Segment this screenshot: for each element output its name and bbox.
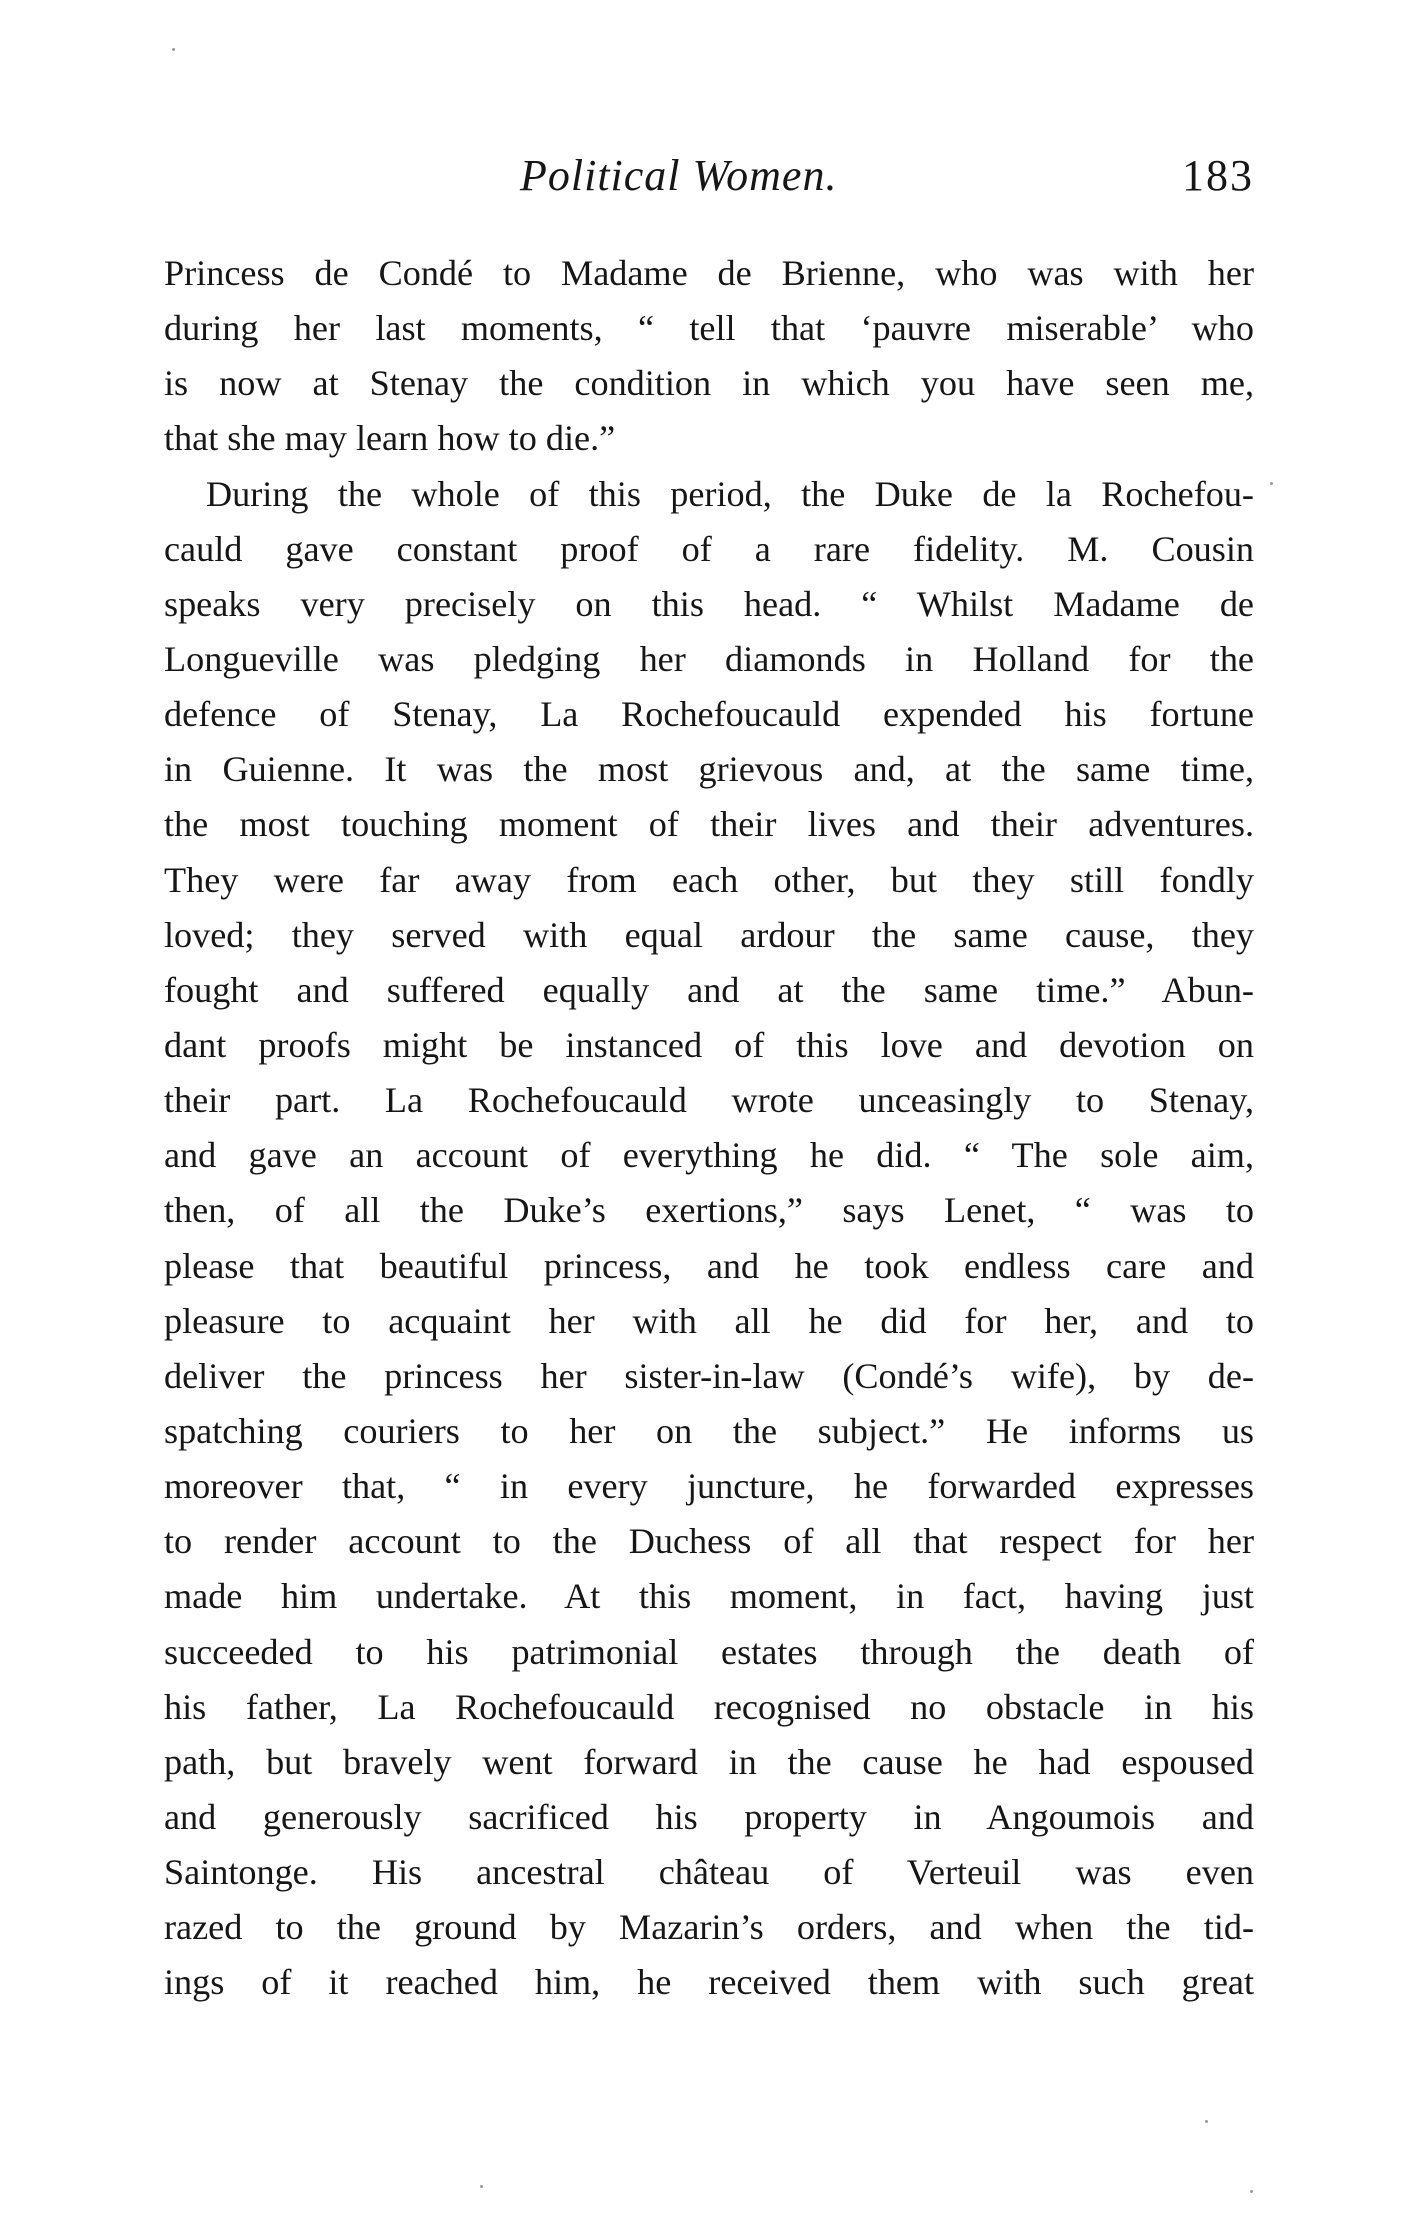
- text-line: Princess de Condé to Madame de Brienne, who was with her: [164, 253, 1254, 293]
- text-line: then, of all the Duke’s exertions,” says Lenet, “ was to: [164, 1190, 1254, 1231]
- text-line: During the whole of this period, the Duke de la Rochefou-: [206, 473, 1254, 514]
- text-line: please that beautiful princess, and he took endless care and: [164, 1245, 1254, 1286]
- text-line: dant proofs might be instanced of this love and devotion on: [164, 1024, 1254, 1065]
- text-line: ings of it reached him, he received them with such great: [164, 1962, 1254, 2003]
- text-line: Saintonge. His ancestral château of Verteuil was even: [164, 1852, 1254, 1893]
- page-number: 183: [1182, 151, 1254, 200]
- running-head: [164, 150, 1254, 210]
- text-line: loved; they served with equal ardour the same cause, they: [164, 914, 1254, 955]
- text-line: moreover that, “ in every juncture, he forwarded expresses: [164, 1466, 1254, 1507]
- text-line: fought and suffered equally and at the same time.” Abun-: [164, 969, 1254, 1010]
- text-line: razed to the ground by Mazarin’s orders, and when the tid-: [164, 1907, 1254, 1948]
- text-line: that she may learn how to die.”: [164, 418, 616, 459]
- text-line: succeeded to his patrimonial estates through the death of: [164, 1631, 1254, 1672]
- text-line: in Guienne. It was the most grievous and, at the same time,: [164, 749, 1254, 790]
- text-line: the most touching moment of their lives and their adventures.: [164, 804, 1254, 845]
- running-title: Political Women.: [520, 151, 838, 200]
- text-line: during her last moments, “ tell that ‘pauvre miserable’ who: [164, 308, 1254, 349]
- text-line: path, but bravely went forward in the cause he had espoused: [164, 1741, 1254, 1782]
- text-line: cauld gave constant proof of a rare fidelity. M. Cousin: [164, 528, 1254, 569]
- text-line: and generously sacrificed his property in Angoumois and: [164, 1796, 1254, 1837]
- text-line: made him undertake. At this moment, in fact, having just: [164, 1576, 1254, 1617]
- text-line: deliver the princess her sister-in-law (Condé’s wife), by de-: [164, 1355, 1254, 1396]
- text-line: his father, La Rochefoucauld recognised no obstacle in his: [164, 1686, 1254, 1727]
- scan-speck: [1205, 2120, 1208, 2123]
- scan-speck: [172, 48, 175, 51]
- text-line: is now at Stenay the condition in which you have seen me,: [164, 363, 1254, 404]
- text-line: their part. La Rochefoucauld wrote unceasingly to Stenay,: [164, 1080, 1254, 1121]
- text-line: to render account to the Duchess of all that respect for her: [164, 1521, 1254, 1562]
- text-line: spatching couriers to her on the subject.” He informs us: [164, 1410, 1254, 1451]
- text-line: defence of Stenay, La Rochefoucauld expended his fortune: [164, 694, 1254, 735]
- text-line: pleasure to acquaint her with all he did for her, and to: [164, 1300, 1254, 1341]
- scan-speck: [1270, 482, 1273, 485]
- text-line: They were far away from each other, but they still fondly: [164, 859, 1254, 900]
- body-text: [164, 246, 1254, 2011]
- text-line: speaks very precisely on this head. “ Whilst Madame de: [164, 583, 1254, 624]
- scan-speck: [480, 2185, 483, 2188]
- text-line: and gave an account of everything he did. “ The sole aim,: [164, 1135, 1254, 1176]
- text-line: Longueville was pledging her diamonds in Holland for the: [164, 638, 1254, 679]
- scan-speck: [1250, 2190, 1253, 2193]
